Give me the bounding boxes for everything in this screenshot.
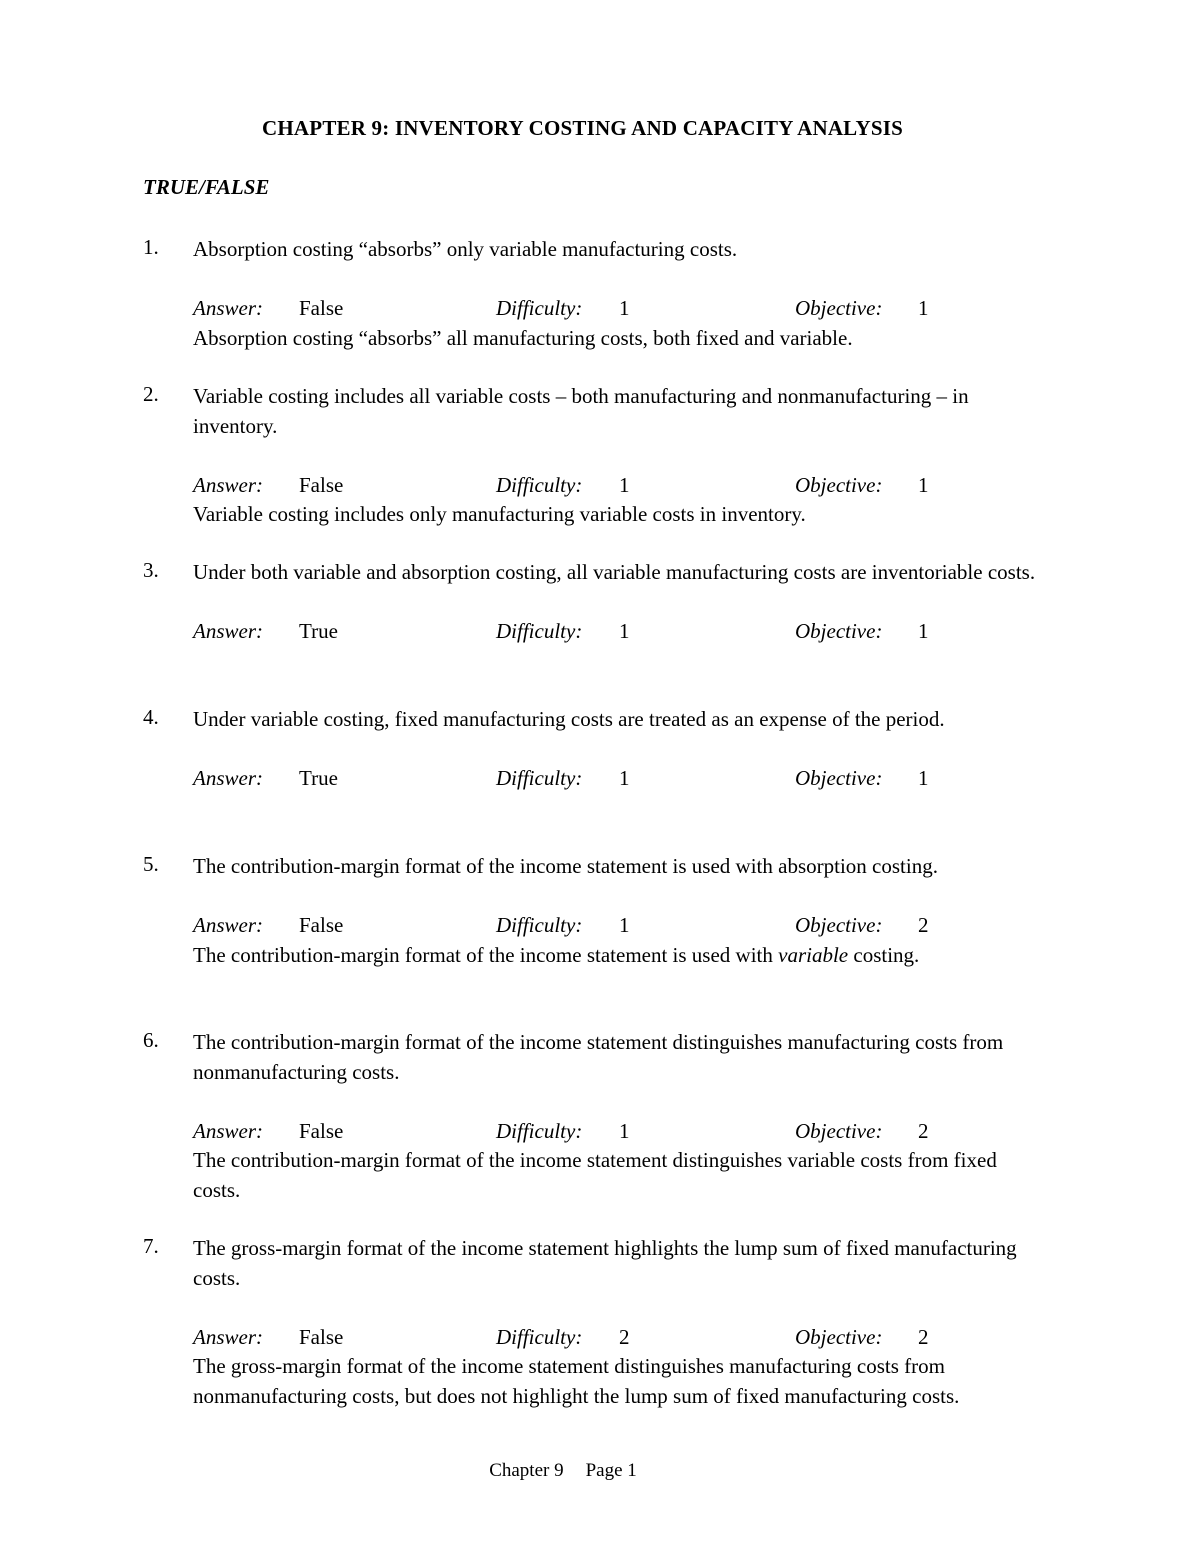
question-item — [143, 558, 1043, 647]
section-heading: TRUE/FALSE — [143, 175, 270, 199]
answer-row — [193, 294, 1043, 324]
question-number: 5. — [143, 852, 159, 876]
answer-row — [193, 764, 1043, 794]
answer-label: Answer: — [193, 913, 263, 937]
objective-value: 1 — [918, 472, 929, 497]
explanation-text: The gross-margin format of the income statement distinguishes manufacturing costs from nonmanufacturing costs, but does not highlight the lump sum of fixed manufacturing costs. — [193, 1354, 960, 1408]
objective-value: 1 — [918, 619, 929, 643]
page-footer — [0, 1460, 1126, 1482]
explanation-text: Variable costing includes only manufacturing variable costs in inventory. — [193, 502, 806, 526]
answer-row — [193, 911, 1043, 941]
difficulty-value: 1 — [619, 296, 630, 320]
answer-label: Answer: — [193, 296, 263, 320]
difficulty-label: Difficulty: — [496, 1324, 583, 1349]
difficulty-label: Difficulty: — [496, 766, 583, 790]
question-text: Variable costing includes all variable costs – both manufacturing and nonmanufacturing – in inventory. — [193, 384, 969, 438]
objective-value: 1 — [918, 766, 929, 790]
answer-value: False — [299, 1118, 344, 1143]
difficulty-label: Difficulty: — [496, 296, 583, 320]
objective-label: Objective: — [795, 1118, 883, 1143]
difficulty-label: Difficulty: — [496, 472, 583, 497]
difficulty-value: 1 — [619, 913, 630, 937]
difficulty-label: Difficulty: — [496, 619, 583, 643]
answer-label: Answer: — [193, 766, 263, 790]
question-text: The contribution-margin format of the income statement distinguishes manufacturing costs from nonmanufacturing costs. — [193, 1030, 1004, 1084]
question-item — [143, 382, 1043, 530]
answer-value: False — [299, 472, 344, 497]
chapter-title: CHAPTER 9: INVENTORY COSTING AND CAPACITY ANALYSIS — [262, 116, 903, 140]
difficulty-label: Difficulty: — [496, 913, 583, 937]
explanation-text: The contribution-margin format of the income statement distinguishes variable costs from fixed costs. — [193, 1148, 997, 1202]
answer-row — [193, 1117, 1043, 1147]
answer-label: Answer: — [193, 472, 263, 497]
question-number: 7. — [143, 1234, 159, 1258]
difficulty-value: 1 — [619, 1118, 630, 1143]
objective-value: 1 — [918, 296, 929, 320]
answer-value: True — [299, 619, 338, 643]
footer-page-number: Page 1 — [585, 1460, 637, 1481]
footer-chapter: Chapter 9 — [489, 1460, 564, 1481]
explanation-text — [193, 941, 1043, 971]
answer-value: True — [299, 766, 338, 790]
objective-label: Objective: — [795, 619, 883, 643]
explanation-part: The contribution-margin format of the income statement is used with — [193, 942, 779, 967]
question-number: 4. — [143, 705, 159, 729]
difficulty-label: Difficulty: — [496, 1118, 583, 1143]
question-text: Under both variable and absorption costing, all variable manufacturing costs are inventoriable costs. — [193, 560, 1036, 584]
question-number: 3. — [143, 558, 159, 582]
question-text: The contribution-margin format of the income statement is used with absorption costing. — [193, 854, 938, 878]
answer-value: False — [299, 913, 344, 937]
difficulty-value: 1 — [619, 766, 630, 790]
difficulty-value: 1 — [619, 619, 630, 643]
question-text: Under variable costing, fixed manufacturing costs are treated as an expense of the period. — [193, 707, 945, 731]
answer-label: Answer: — [193, 1118, 263, 1143]
question-text: Absorption costing “absorbs” only variable manufacturing costs. — [193, 237, 738, 261]
objective-value: 2 — [918, 1324, 929, 1349]
question-item — [143, 705, 1043, 794]
question-item — [143, 235, 1043, 353]
objective-label: Objective: — [795, 1324, 883, 1349]
answer-value: False — [299, 296, 344, 320]
explanation-text: Absorption costing “absorbs” all manufacturing costs, both fixed and variable. — [193, 325, 853, 350]
question-number: 6. — [143, 1028, 159, 1052]
objective-value: 2 — [918, 913, 929, 937]
question-number: 1. — [143, 235, 159, 259]
objective-label: Objective: — [795, 766, 883, 790]
objective-label: Objective: — [795, 913, 883, 937]
question-item — [143, 852, 1043, 970]
objective-label: Objective: — [795, 296, 883, 320]
difficulty-value: 2 — [619, 1324, 630, 1349]
answer-row — [193, 617, 1043, 647]
answer-row — [193, 1323, 1043, 1353]
answer-label: Answer: — [193, 1324, 263, 1349]
answer-label: Answer: — [193, 619, 263, 643]
question-number: 2. — [143, 382, 159, 406]
question-item — [143, 1234, 1043, 1411]
difficulty-value: 1 — [619, 472, 630, 497]
objective-label: Objective: — [795, 472, 883, 497]
explanation-emphasis: variable — [778, 942, 849, 967]
answer-value: False — [299, 1324, 344, 1349]
answer-row — [193, 471, 1043, 501]
question-item — [143, 1028, 1043, 1205]
explanation-part: costing. — [848, 942, 920, 967]
question-text: The gross-margin format of the income statement highlights the lump sum of fixed manufacturing costs. — [193, 1236, 1017, 1290]
objective-value: 2 — [918, 1118, 929, 1143]
